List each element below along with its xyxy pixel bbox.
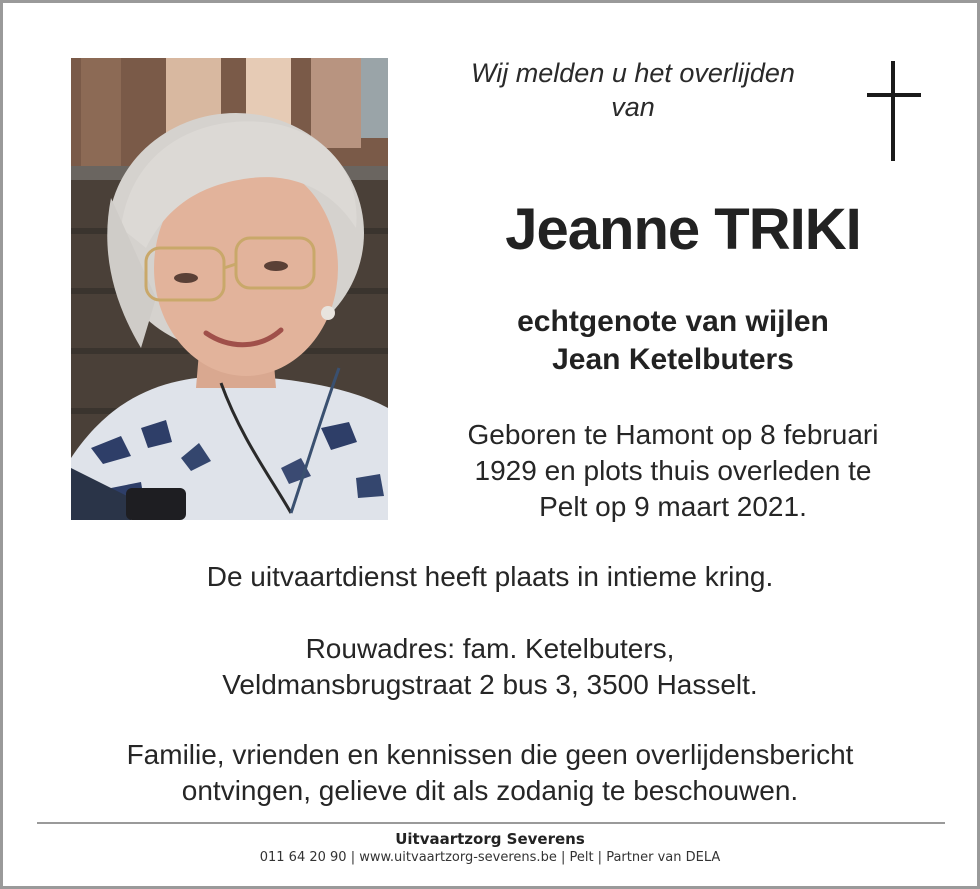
portrait-illustration — [71, 58, 388, 520]
address-line-2: Veldmansbrugstraat 2 bus 3, 3500 Hasselt. — [222, 669, 758, 700]
family-notice — [3, 737, 977, 809]
portrait-photo — [71, 58, 388, 520]
family-line-1: Familie, vrienden en kennissen die geen overlijdensbericht — [126, 739, 854, 770]
address-line-1: Rouwadres: fam. Ketelbuters, — [305, 633, 675, 664]
mourning-address — [3, 631, 977, 703]
spouse-text — [398, 303, 948, 379]
birth-line-2: 1929 en plots thuis overleden te — [474, 455, 872, 486]
service-text: De uitvaartdienst heeft plaats in intieme kring. — [206, 561, 774, 592]
footer-divider — [37, 822, 945, 824]
spouse-line-2: Jean Ketelbuters — [552, 343, 794, 376]
birth-death-text — [398, 417, 948, 525]
intro-text — [398, 56, 868, 124]
intro-line-1: Wij melden u het overlijden — [471, 58, 795, 88]
birth-line-3: Pelt op 9 maart 2021. — [539, 491, 807, 522]
cross-icon — [865, 61, 923, 161]
intro-line-2: van — [611, 92, 655, 122]
funeral-home-name: Uitvaartzorg Severens — [395, 830, 585, 848]
family-line-2: ontvingen, gelieve dit als zodanig te beschouwen. — [181, 775, 799, 806]
deceased-name: Jeanne TRIKI — [505, 197, 861, 262]
spouse-line-1: echtgenote van wijlen — [517, 305, 829, 338]
funeral-home-info: 011 64 20 90 | www.uitvaartzorg-severens.be | Pelt | Partner van DELA — [259, 850, 721, 865]
birth-line-1: Geboren te Hamont op 8 februari — [467, 419, 879, 450]
